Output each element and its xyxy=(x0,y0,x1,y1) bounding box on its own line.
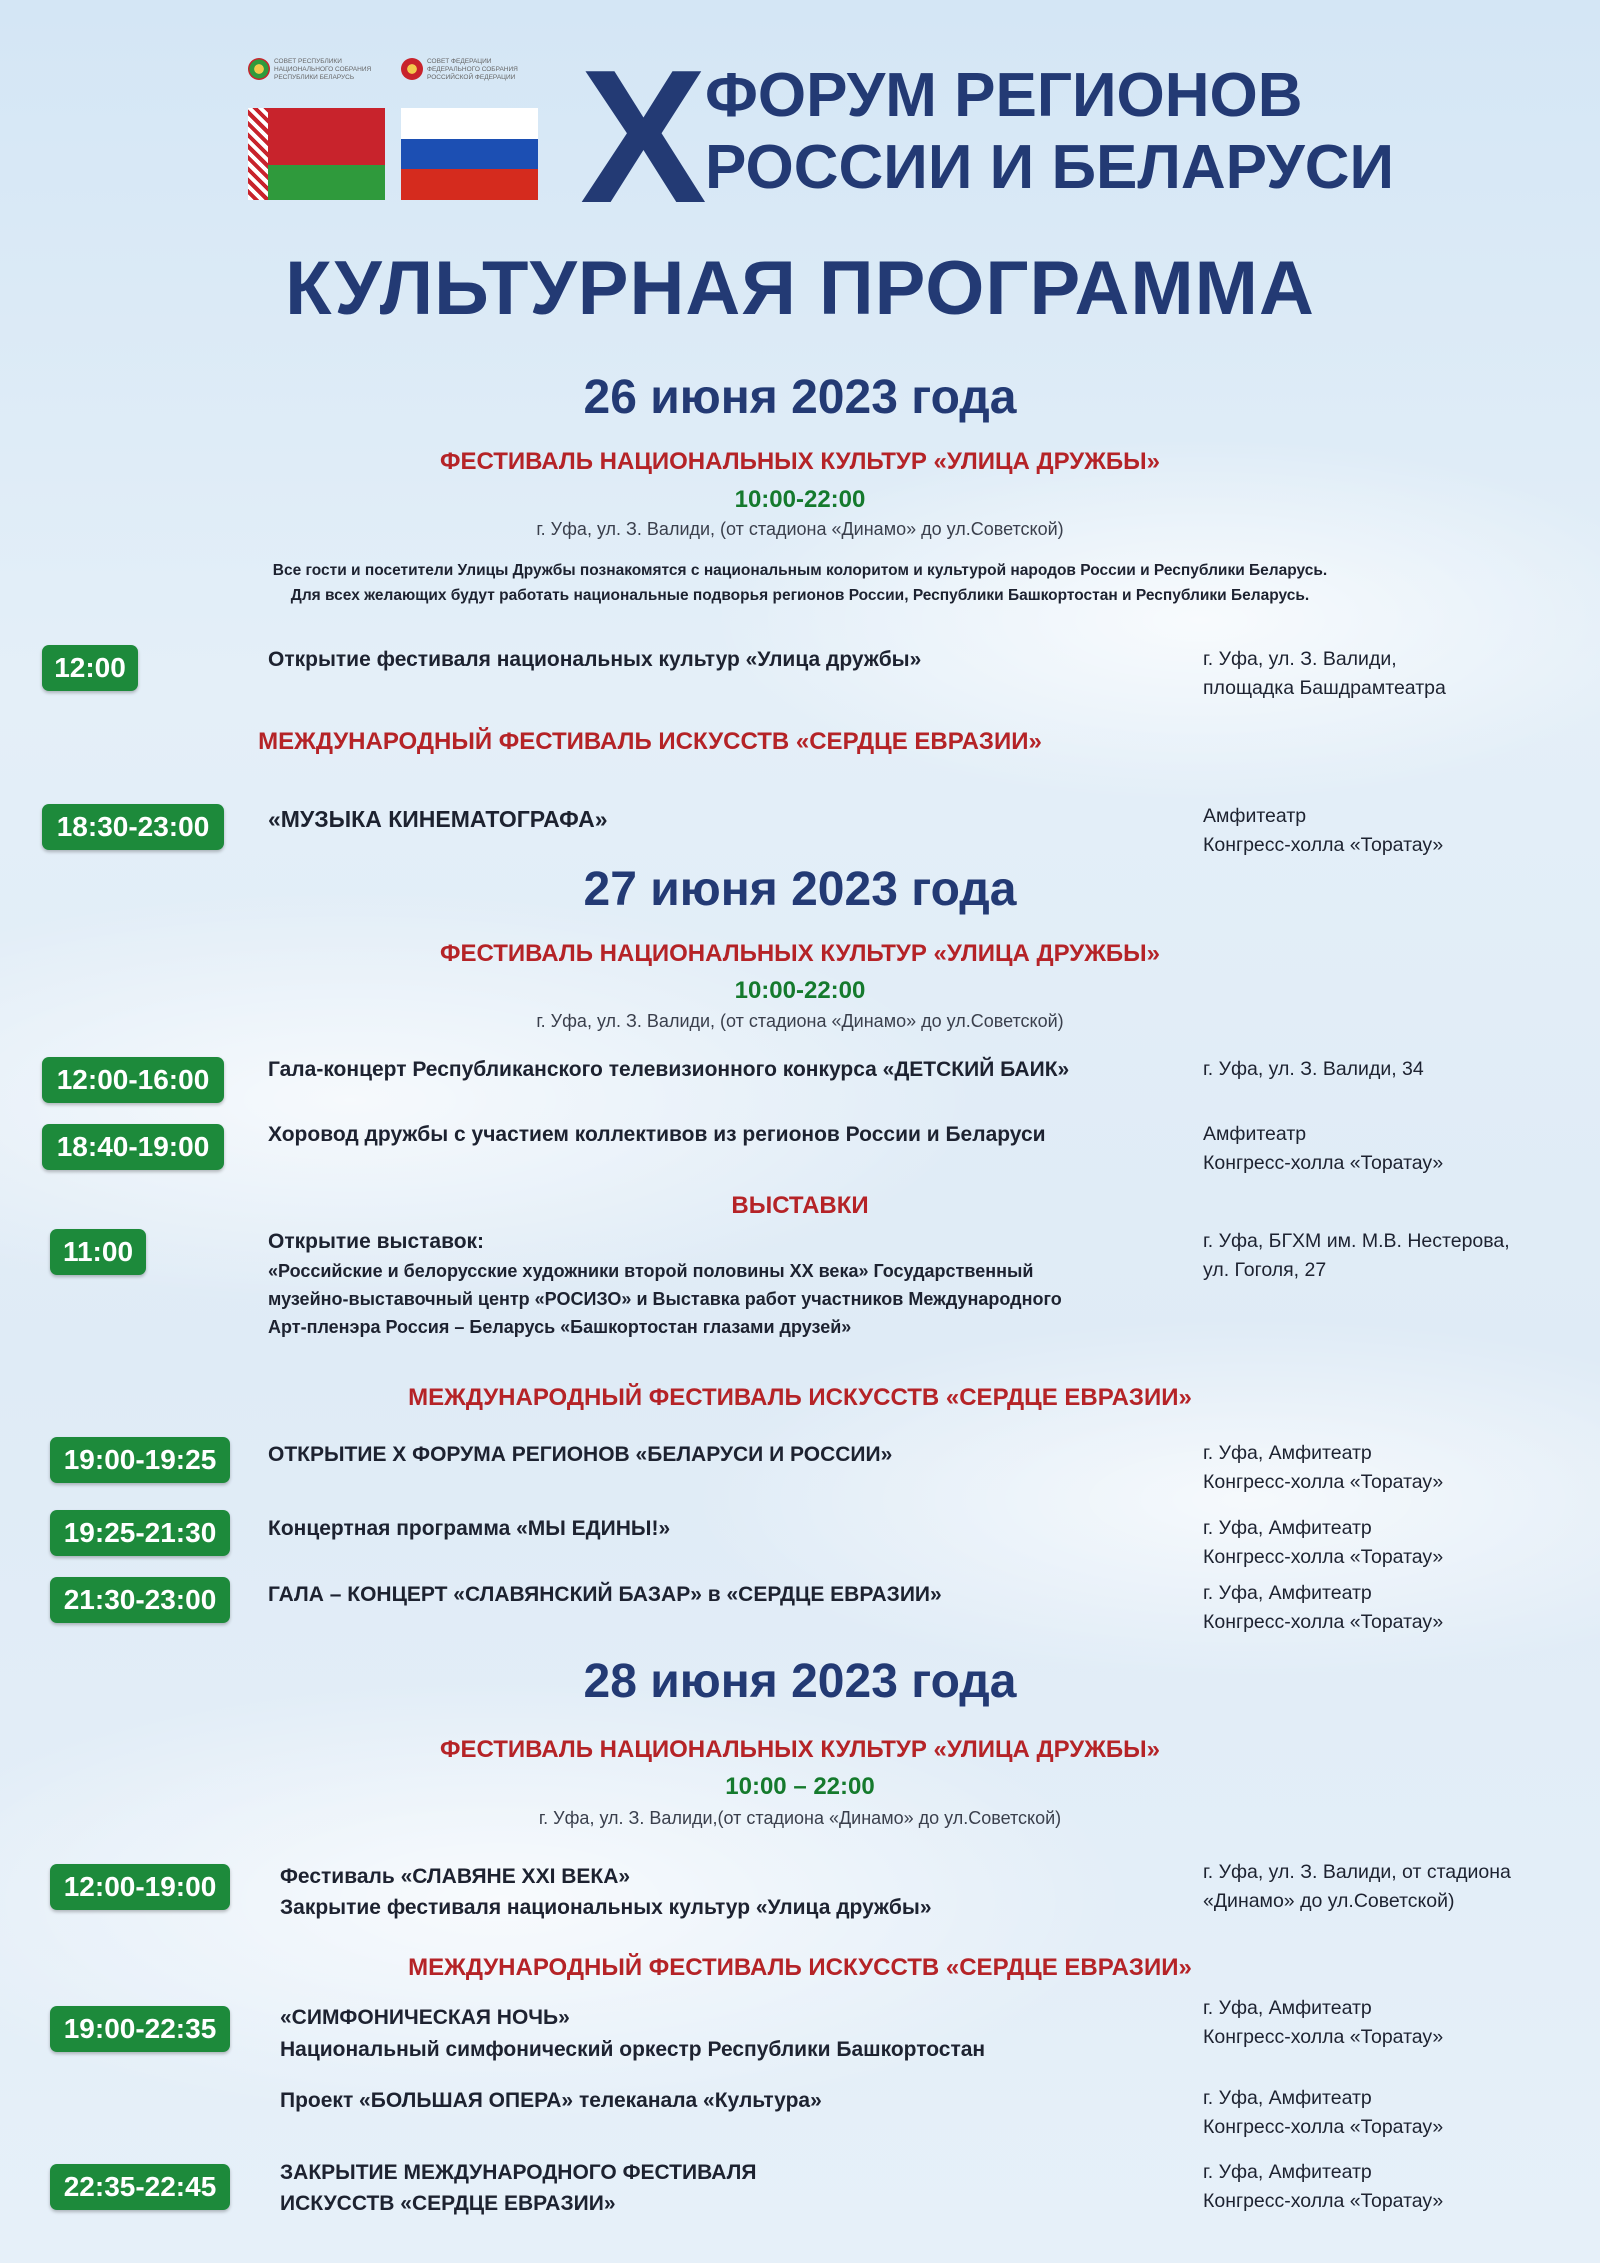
event-desc-line: музейно-выставочный центр «РОСИЗО» и Выставка работ участников Международного xyxy=(268,1289,1062,1309)
venue-line: Конгресс-холла «Торатау» xyxy=(1203,1471,1444,1493)
time-badge: 12:00-19:00 xyxy=(50,1864,230,1910)
event-venue xyxy=(1203,645,1446,703)
venue-line: Конгресс-холла «Торатау» xyxy=(1203,1611,1444,1633)
forum-title-line1: ФОРУМ РЕГИОНОВ xyxy=(705,61,1303,130)
festival-address: г. Уфа, ул. З. Валиди, (от стадиона «Динамо» до ул.Советской) xyxy=(536,1011,1064,1031)
event-title: ГАЛА – КОНЦЕРТ «СЛАВЯНСКИЙ БАЗАР» в «СЕРДЦЕ ЕВРАЗИИ» xyxy=(268,1583,942,1606)
festival-hours: 10:00-22:00 xyxy=(734,977,866,1004)
belarus-emblem-icon xyxy=(248,58,270,80)
festival-hours: 10:00-22:00 xyxy=(734,486,866,513)
event-desc-line: Арт-пленэра Россия – Беларусь «Башкортостан глазами друзей» xyxy=(268,1317,852,1337)
event-title: ЗАКРЫТИЕ МЕЖДУНАРОДНОГО ФЕСТИВАЛЯ xyxy=(280,2161,757,2184)
time-badge: 11:00 xyxy=(50,1229,146,1275)
festival-title: ФЕСТИВАЛЬ НАЦИОНАЛЬНЫХ КУЛЬТУР «УЛИЦА ДРУЖБЫ» xyxy=(440,940,1160,967)
venue-line: Конгресс-холла «Торатау» xyxy=(1203,834,1444,856)
section-title: МЕЖДУНАРОДНЫЙ ФЕСТИВАЛЬ ИСКУССТВ «СЕРДЦЕ ЕВРАЗИИ» xyxy=(408,1954,1192,1981)
venue-line: ул. Гоголя, 27 xyxy=(1203,1259,1327,1281)
time-badge: 12:00-16:00 xyxy=(42,1057,224,1103)
forum-title-line2: РОССИИ И БЕЛАРУСИ xyxy=(705,133,1395,202)
russia-emblem-icon xyxy=(401,58,423,80)
event-title: Открытие выставок: xyxy=(268,1230,485,1253)
venue-line: г. Уфа, Амфитеатр xyxy=(1203,2087,1372,2109)
time-badge: 19:25-21:30 xyxy=(50,1510,230,1556)
event-venue xyxy=(1203,2158,1443,2216)
festival-address: г. Уфа, ул. З. Валиди,(от стадиона «Динамо» до ул.Советской) xyxy=(538,1808,1062,1828)
time-badge: 21:30-23:00 xyxy=(50,1577,230,1623)
event-venue xyxy=(1203,1514,1443,1572)
time-badge: 18:30-23:00 xyxy=(42,804,224,850)
event-title: ОТКРЫТИЕ Х ФОРУМА РЕГИОНОВ «БЕЛАРУСИ И РОССИИ» xyxy=(268,1443,893,1466)
event-title: Гала-концерт Республиканского телевизионного конкурса «ДЕТСКИЙ БАИК» xyxy=(268,1058,1070,1081)
time-badge: 22:35-22:45 xyxy=(50,2164,230,2210)
event-venue xyxy=(1203,802,1443,860)
venue-line: г. Уфа, ул. З. Валиди, от стадиона xyxy=(1203,1861,1511,1883)
day-date: 27 июня 2023 года xyxy=(583,863,1017,916)
event-desc-line: «Российские и белорусские художники второй половины XX века» Государственный xyxy=(268,1261,1034,1281)
festival-address: г. Уфа, ул. З. Валиди, (от стадиона «Динамо» до ул.Советской) xyxy=(536,519,1064,539)
venue-line: г. Уфа, БГХМ им. М.В. Нестерова, xyxy=(1203,1230,1510,1252)
logo-by-text: СОВЕТ РЕСПУБЛИКИ НАЦИОНАЛЬНОГО СОБРАНИЯ РЕСПУБЛИКИ БЕЛАРУСЬ xyxy=(274,58,372,81)
venue-line: Конгресс-холла «Торатау» xyxy=(1203,2026,1444,2048)
venue-line: г. Уфа, Амфитеатр xyxy=(1203,1442,1372,1464)
festival-title: ФЕСТИВАЛЬ НАЦИОНАЛЬНЫХ КУЛЬТУР «УЛИЦА ДРУЖБЫ» xyxy=(440,448,1160,475)
time-badge: 19:00-22:35 xyxy=(50,2006,230,2052)
event-title: Открытие фестиваля национальных культур «Улица дружбы» xyxy=(268,648,922,671)
event-subtitle: Национальный симфонический оркестр Республики Башкортостан xyxy=(280,2038,986,2061)
venue-line: г. Уфа, Амфитеатр xyxy=(1203,1582,1372,1604)
program-title: КУЛЬТУРНАЯ ПРОГРАММА xyxy=(285,246,1315,331)
venue-line: Амфитеатр xyxy=(1203,805,1307,827)
venue-line: «Динамо» до ул.Советской) xyxy=(1203,1890,1455,1912)
event-subtitle: Закрытие фестиваля национальных культур «Улица дружбы» xyxy=(280,1896,932,1919)
event-title: «СИМФОНИЧЕСКАЯ НОЧЬ» xyxy=(280,2006,570,2029)
section-title: МЕЖДУНАРОДНЫЙ ФЕСТИВАЛЬ ИСКУССТВ «СЕРДЦЕ ЕВРАЗИИ» xyxy=(258,728,1042,755)
section-title: ВЫСТАВКИ xyxy=(731,1192,869,1219)
forum-number: X xyxy=(580,31,707,243)
time-badge: 12:00 xyxy=(42,645,138,691)
event-venue: г. Уфа, ул. З. Валиди, 34 xyxy=(1203,1058,1424,1080)
event-subtitle: ИСКУССТВ «СЕРДЦЕ ЕВРАЗИИ» xyxy=(280,2192,616,2215)
venue-line: Конгресс-холла «Торатау» xyxy=(1203,1152,1444,1174)
event-venue xyxy=(1203,1858,1511,1916)
event-venue xyxy=(1203,1579,1443,1637)
event-title: Хоровод дружбы с участием коллективов из регионов России и Беларуси xyxy=(268,1123,1046,1146)
event-title: Концертная программа «МЫ ЕДИНЫ!» xyxy=(268,1517,671,1540)
event-title: Фестиваль «СЛАВЯНЕ XXI ВЕКА» xyxy=(280,1865,631,1888)
venue-line: Конгресс-холла «Торатау» xyxy=(1203,2190,1444,2212)
event-venue xyxy=(1203,1227,1510,1285)
event-venue xyxy=(1203,1994,1443,2052)
venue-line: Конгресс-холла «Торатау» xyxy=(1203,1546,1444,1568)
venue-line: г. Уфа, Амфитеатр xyxy=(1203,1517,1372,1539)
intro-line-1: Все гости и посетители Улицы Дружбы познакомятся с национальным колоритом и культурой народов России и Республики Беларусь. xyxy=(272,562,1328,579)
event-venue xyxy=(1203,2084,1443,2142)
venue-line: Амфитеатр xyxy=(1203,1123,1307,1145)
time-badge: 18:40-19:00 xyxy=(42,1124,224,1170)
venue-line: г. Уфа, Амфитеатр xyxy=(1203,2161,1372,2183)
logo-ru-text: СОВЕТ ФЕДЕРАЦИИ ФЕДЕРАЛЬНОГО СОБРАНИЯ РОССИЙСКОЙ ФЕДЕРАЦИИ xyxy=(427,58,518,81)
venue-line: г. Уфа, Амфитеатр xyxy=(1203,1997,1372,2019)
event-title: Проект «БОЛЬШАЯ ОПЕРА» телеканала «Культура» xyxy=(280,2089,822,2112)
festival-title: ФЕСТИВАЛЬ НАЦИОНАЛЬНЫХ КУЛЬТУР «УЛИЦА ДРУЖБЫ» xyxy=(440,1736,1160,1763)
venue-line: площадка Башдрамтеатра xyxy=(1203,677,1446,699)
venue-line: г. Уфа, ул. З. Валиди, xyxy=(1203,648,1397,670)
festival-hours: 10:00 – 22:00 xyxy=(725,1773,875,1800)
forum-title xyxy=(705,60,1394,204)
venue-line: Конгресс-холла «Торатау» xyxy=(1203,2116,1444,2138)
russia-flag-icon xyxy=(401,108,538,200)
belarus-flag-icon xyxy=(248,108,385,200)
event-venue xyxy=(1203,1120,1443,1178)
event-venue xyxy=(1203,1439,1443,1497)
time-badge: 19:00-19:25 xyxy=(50,1437,230,1483)
day-date: 26 июня 2023 года xyxy=(583,371,1017,424)
intro-line-2: Для всех желающих будут работать национальные подворья регионов России, Республики Башкортостан и Республики Беларусь. xyxy=(290,587,1310,604)
section-title: МЕЖДУНАРОДНЫЙ ФЕСТИВАЛЬ ИСКУССТВ «СЕРДЦЕ ЕВРАЗИИ» xyxy=(408,1384,1192,1411)
day-date: 28 июня 2023 года xyxy=(583,1655,1017,1708)
event-title: «МУЗЫКА КИНЕМАТОГРАФА» xyxy=(268,806,608,832)
